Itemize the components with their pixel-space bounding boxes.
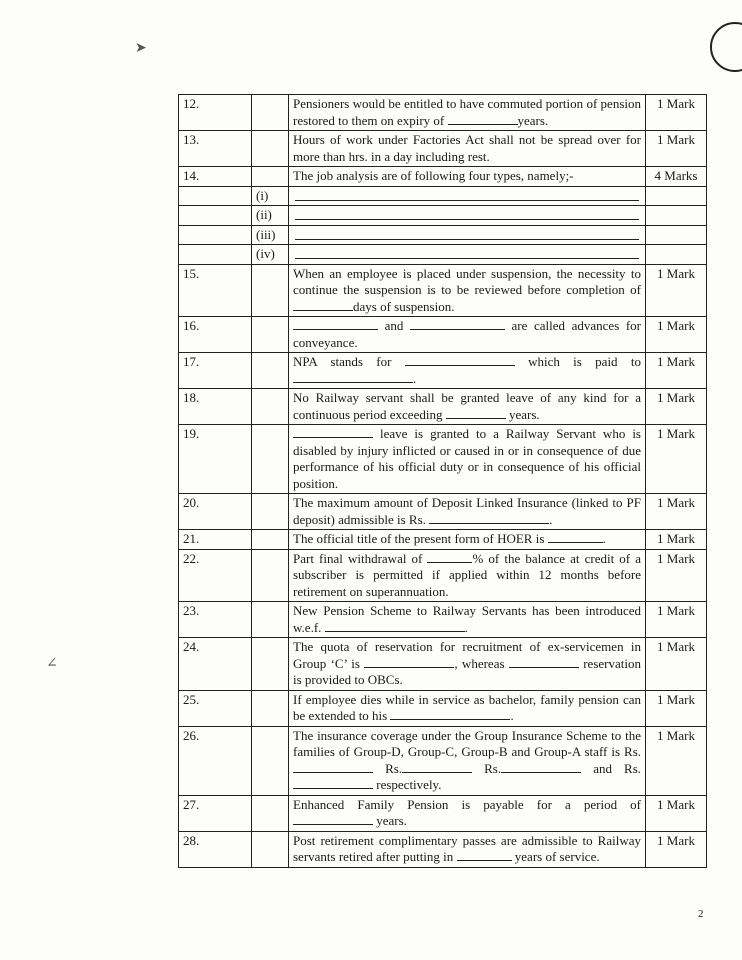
question-text-part: are called advances for conveyance. [293, 318, 641, 350]
question-text-part: years. [505, 406, 540, 422]
sub-item-cell [252, 389, 289, 425]
question-text-part: % of the balance at credit of a subscriber is permitted if applied within 12 months before retirement on superannuation. [293, 550, 641, 599]
sub-item-cell [252, 131, 289, 167]
marks-cell: 1 Mark [646, 131, 707, 167]
table-row [179, 353, 707, 389]
sub-item-cell [252, 530, 289, 550]
answer-blank[interactable] [448, 113, 518, 125]
question-number [179, 225, 252, 245]
sub-item-answer [289, 225, 646, 245]
question-text-part: respectively. [373, 777, 442, 792]
question-text [289, 602, 646, 638]
question-text [289, 795, 646, 831]
table-row [179, 638, 707, 691]
question-text-part: . [413, 370, 417, 386]
answer-blank[interactable] [295, 227, 639, 240]
sub-item-cell [252, 602, 289, 638]
question-number: 13. [179, 131, 252, 167]
question-text-part: leave is granted to a Railway Servant who is disabled by injury inflicted or caused in or in consequence of due performance of his official duty or in consequence of his official position. [293, 426, 641, 491]
question-text [289, 264, 646, 317]
question-text-part: Part final withdrawal of [293, 550, 428, 566]
answer-blank[interactable] [548, 531, 603, 543]
scan-mark: ∠ [46, 656, 58, 671]
question-number: 20. [179, 494, 252, 530]
sub-item-answer [289, 206, 646, 226]
question-number: 23. [179, 602, 252, 638]
answer-blank[interactable] [509, 656, 579, 668]
question-text [289, 726, 646, 795]
sub-item-row [179, 206, 707, 226]
marks-cell: 1 Mark [646, 95, 707, 131]
page-number: 2 [698, 908, 704, 920]
marks-cell [646, 245, 707, 265]
table-row [179, 602, 707, 638]
answer-blank[interactable] [446, 407, 506, 419]
question-text-part: The job analysis are of following four types, namely;- [293, 168, 574, 183]
question-text [289, 389, 646, 425]
sub-item-cell [252, 690, 289, 726]
question-number: 28. [179, 831, 252, 867]
question-text-part: and Rs. [581, 760, 642, 776]
question-text-part: The insurance coverage under the Group Insurance Scheme to the families of Group-D, Group-C, Group-B and Group-A staff is Rs. [293, 727, 641, 759]
question-text [289, 167, 646, 187]
sub-item-cell [252, 317, 289, 353]
sub-item-cell [252, 795, 289, 831]
question-text-part: The official title of the present form of HOER is [293, 531, 548, 546]
answer-blank[interactable] [390, 708, 510, 720]
marks-cell: 1 Mark [646, 317, 707, 353]
marks-cell: 1 Mark [646, 602, 707, 638]
marks-cell: 1 Mark [646, 831, 707, 867]
sub-item-cell [252, 425, 289, 494]
answer-blank[interactable] [293, 299, 353, 311]
answer-blank[interactable] [293, 426, 373, 438]
sub-item-cell [252, 494, 289, 530]
answer-blank[interactable] [293, 777, 373, 789]
question-number: 12. [179, 95, 252, 131]
marks-cell [646, 225, 707, 245]
question-text-part: The quota of reservation for recruitment of ex-servicemen in Group ‘C’ is [293, 639, 641, 671]
marks-cell: 1 Mark [646, 389, 707, 425]
circle-stamp [710, 22, 742, 72]
sub-item-label: (i) [252, 186, 289, 206]
answer-blank[interactable] [295, 246, 639, 259]
question-text-part: and [378, 318, 410, 333]
question-text-part: years of service. [511, 849, 600, 864]
question-text-part: No Railway servant shall be granted leave of any kind for a continuous period exceeding [293, 390, 641, 422]
question-text [289, 494, 646, 530]
question-number: 26. [179, 726, 252, 795]
sub-item-cell [252, 638, 289, 691]
marks-cell: 1 Mark [646, 264, 707, 317]
question-text-part: , whereas [454, 655, 509, 671]
question-text-part: When an employee is placed under suspension, the necessity to continue the suspension is to be reviewed before completion of [293, 265, 641, 297]
answer-blank[interactable] [293, 813, 373, 825]
sub-item-cell [252, 353, 289, 389]
table-row [179, 264, 707, 317]
question-number: 19. [179, 425, 252, 494]
sub-item-label: (ii) [252, 206, 289, 226]
sub-item-row [179, 225, 707, 245]
table-row [179, 690, 707, 726]
marks-cell: 1 Mark [646, 425, 707, 494]
question-text [289, 317, 646, 353]
answer-blank[interactable] [325, 620, 465, 632]
question-number [179, 206, 252, 226]
sub-item-cell [252, 167, 289, 187]
question-number: 22. [179, 549, 252, 602]
answer-blank[interactable] [405, 354, 515, 366]
question-text-part: which is paid to [514, 354, 641, 369]
question-text [289, 425, 646, 494]
table-row [179, 425, 707, 494]
marks-cell: 1 Mark [646, 353, 707, 389]
scan-mark: ➤ [135, 41, 147, 56]
sub-item-cell [252, 831, 289, 867]
question-text-part: . [510, 708, 514, 723]
question-text-part: years. [373, 813, 407, 828]
question-text-part: years. [517, 112, 549, 128]
question-text-part: . [602, 531, 606, 546]
table-row [179, 317, 707, 353]
answer-blank[interactable] [293, 371, 413, 383]
question-text-part: Post retirement complimentary passes are admissible to Railway servants retired after putting in [293, 832, 641, 864]
question-number: 15. [179, 264, 252, 317]
question-text-part: New Pension Scheme to Railway Servants has been introduced w.e.f. [293, 603, 641, 635]
question-number: 27. [179, 795, 252, 831]
table-row [179, 167, 707, 187]
question-text [289, 530, 646, 550]
question-text-part: reservation is provided to OBCs. [293, 655, 641, 687]
sub-item-cell [252, 549, 289, 602]
question-text [289, 131, 646, 167]
question-text-part: If employee dies while in service as bachelor, family pension can be extended to his [293, 691, 641, 723]
sub-item-cell [252, 95, 289, 131]
answer-blank[interactable] [364, 656, 454, 668]
question-text [289, 831, 646, 867]
question-text-part: The maximum amount of Deposit Linked Insurance (linked to PF deposit) admissible is Rs. [293, 495, 641, 527]
question-text-part: . [464, 619, 468, 635]
marks-cell: 1 Mark [646, 690, 707, 726]
question-text-part: . [549, 511, 553, 527]
answer-blank[interactable] [501, 761, 581, 773]
question-number: 17. [179, 353, 252, 389]
answer-blank[interactable] [295, 207, 639, 220]
question-number: 16. [179, 317, 252, 353]
question-text-part: Pensioners would be entitled to have commuted portion of pension restored to them on expiry of [293, 96, 641, 128]
marks-cell: 1 Mark [646, 549, 707, 602]
answer-blank[interactable] [293, 318, 378, 330]
question-text-part: Enhanced Family Pension is payable for a period of [293, 796, 641, 812]
question-text [289, 690, 646, 726]
sub-item-label: (iii) [252, 225, 289, 245]
question-text-part: days of suspension. [353, 298, 455, 314]
question-text-part: Rs. [373, 760, 403, 776]
marks-cell: 1 Mark [646, 795, 707, 831]
sub-item-row [179, 186, 707, 206]
table-row [179, 389, 707, 425]
question-number [179, 245, 252, 265]
question-number: 18. [179, 389, 252, 425]
question-text-part: Hours of work under Factories Act shall not be spread over for more than hrs. in a day including rest. [293, 132, 641, 164]
marks-cell: 1 Mark [646, 726, 707, 795]
table-row [179, 549, 707, 602]
question-table [178, 94, 707, 868]
sub-item-answer [289, 186, 646, 206]
question-number [179, 186, 252, 206]
table-row [179, 494, 707, 530]
sub-item-cell [252, 726, 289, 795]
answer-blank[interactable] [457, 849, 512, 861]
marks-cell: 4 Marks [646, 167, 707, 187]
question-text [289, 353, 646, 389]
table-row [179, 131, 707, 167]
question-number: 21. [179, 530, 252, 550]
question-text-part: Rs. [472, 760, 502, 776]
table-row [179, 530, 707, 550]
question-text [289, 549, 646, 602]
table-row [179, 726, 707, 795]
answer-blank[interactable] [293, 761, 373, 773]
question-text [289, 638, 646, 691]
answer-blank[interactable] [429, 512, 549, 524]
question-number: 25. [179, 690, 252, 726]
table-row [179, 831, 707, 867]
table-row [179, 795, 707, 831]
sub-item-cell [252, 264, 289, 317]
sub-item-label: (iv) [252, 245, 289, 265]
marks-cell [646, 206, 707, 226]
answer-blank[interactable] [410, 318, 505, 330]
question-text-part: NPA stands for [293, 354, 405, 369]
answer-blank[interactable] [402, 761, 472, 773]
question-text [289, 95, 646, 131]
answer-blank[interactable] [295, 188, 639, 201]
sub-item-answer [289, 245, 646, 265]
sub-item-row [179, 245, 707, 265]
marks-cell: 1 Mark [646, 638, 707, 691]
question-number: 14. [179, 167, 252, 187]
question-number: 24. [179, 638, 252, 691]
marks-cell: 1 Mark [646, 494, 707, 530]
marks-cell [646, 186, 707, 206]
marks-cell: 1 Mark [646, 530, 707, 550]
answer-blank[interactable] [427, 551, 472, 563]
table-row [179, 95, 707, 131]
